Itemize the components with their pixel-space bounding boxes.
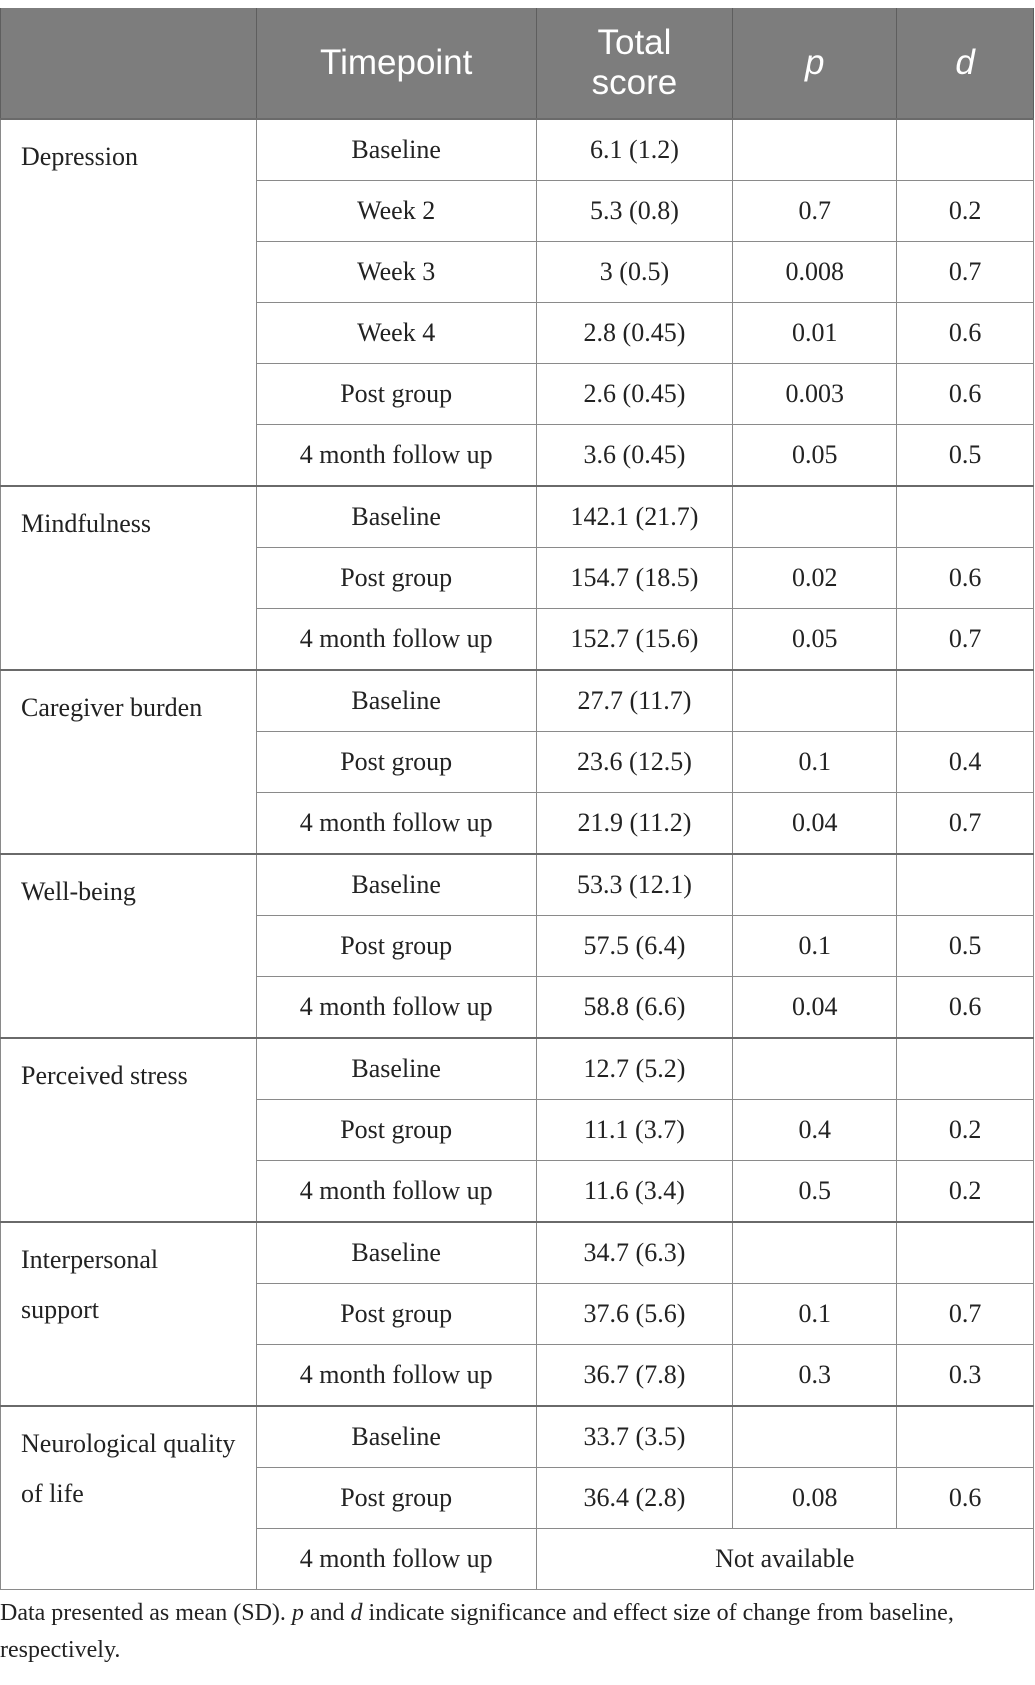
score-cell: 34.7 (6.3): [536, 1222, 733, 1284]
score-cell: 57.5 (6.4): [536, 916, 733, 977]
effect-size-cell: 0.2: [897, 181, 1034, 242]
timepoint-cell: 4 month follow up: [256, 977, 536, 1039]
score-cell: 2.6 (0.45): [536, 364, 733, 425]
timepoint-cell: 4 month follow up: [256, 1161, 536, 1223]
effect-size-cell: [897, 1038, 1034, 1100]
score-cell: 36.7 (7.8): [536, 1345, 733, 1407]
p-value-cell: 0.1: [733, 1284, 897, 1345]
p-value-cell: 0.7: [733, 181, 897, 242]
p-value-cell: 0.1: [733, 732, 897, 793]
p-value-cell: 0.1: [733, 916, 897, 977]
timepoint-cell: Post group: [256, 364, 536, 425]
effect-size-cell: 0.7: [897, 793, 1034, 855]
measure-cell: Mindfulness: [1, 486, 257, 670]
effect-size-cell: [897, 1406, 1034, 1468]
header-total-score-line1: Total: [597, 23, 672, 62]
measure-cell: Neurological quality of life: [1, 1406, 257, 1590]
footnote-d: d: [350, 1600, 363, 1626]
score-cell: 33.7 (3.5): [536, 1406, 733, 1468]
p-value-cell: [733, 670, 897, 732]
p-value-cell: 0.04: [733, 793, 897, 855]
effect-size-cell: 0.7: [897, 609, 1034, 671]
not-available-cell: Not available: [536, 1529, 1033, 1590]
timepoint-cell: Week 2: [256, 181, 536, 242]
score-cell: 142.1 (21.7): [536, 486, 733, 548]
p-value-cell: [733, 486, 897, 548]
table-row: [1, 1406, 1034, 1468]
p-value-cell: 0.4: [733, 1100, 897, 1161]
effect-size-cell: [897, 670, 1034, 732]
p-value-cell: 0.04: [733, 977, 897, 1039]
effect-size-cell: 0.7: [897, 242, 1034, 303]
score-cell: 6.1 (1.2): [536, 119, 733, 181]
timepoint-cell: Baseline: [256, 486, 536, 548]
score-cell: 36.4 (2.8): [536, 1468, 733, 1529]
effect-size-cell: [897, 1222, 1034, 1284]
score-cell: 2.8 (0.45): [536, 303, 733, 364]
header-timepoint: Timepoint: [256, 8, 536, 119]
table-row: [1, 119, 1034, 181]
p-value-cell: [733, 854, 897, 916]
score-cell: 21.9 (11.2): [536, 793, 733, 855]
p-value-cell: [733, 1038, 897, 1100]
effect-size-cell: 0.6: [897, 548, 1034, 609]
p-value-cell: 0.02: [733, 548, 897, 609]
footnote-p: p: [291, 1600, 304, 1626]
measure-cell: Perceived stress: [1, 1038, 257, 1222]
p-value-cell: 0.01: [733, 303, 897, 364]
effect-size-cell: 0.7: [897, 1284, 1034, 1345]
effect-size-cell: 0.2: [897, 1161, 1034, 1223]
timepoint-cell: Post group: [256, 1100, 536, 1161]
table-row: [1, 486, 1034, 548]
timepoint-cell: Baseline: [256, 1406, 536, 1468]
table-row: [1, 1038, 1034, 1100]
timepoint-cell: 4 month follow up: [256, 1345, 536, 1407]
effect-size-cell: 0.2: [897, 1100, 1034, 1161]
score-cell: 37.6 (5.6): [536, 1284, 733, 1345]
timepoint-cell: Post group: [256, 1284, 536, 1345]
measure-cell: Interpersonal support: [1, 1222, 257, 1406]
table-row: [1, 1222, 1034, 1284]
effect-size-cell: 0.6: [897, 977, 1034, 1039]
header-total-score: [536, 8, 733, 119]
footnote-part3: indicate significance and effect size of change from baseline, respectively.: [0, 1600, 954, 1663]
timepoint-cell: Baseline: [256, 1222, 536, 1284]
measure-cell: Well-being: [1, 854, 257, 1038]
effect-size-cell: 0.5: [897, 425, 1034, 487]
score-cell: 12.7 (5.2): [536, 1038, 733, 1100]
effect-size-cell: 0.6: [897, 1468, 1034, 1529]
p-value-cell: 0.008: [733, 242, 897, 303]
timepoint-cell: Post group: [256, 548, 536, 609]
score-cell: 27.7 (11.7): [536, 670, 733, 732]
header-row: [1, 8, 1034, 119]
timepoint-cell: Baseline: [256, 854, 536, 916]
score-cell: 5.3 (0.8): [536, 181, 733, 242]
timepoint-cell: 4 month follow up: [256, 1529, 536, 1590]
timepoint-cell: Post group: [256, 1468, 536, 1529]
header-total-score-line2: score: [591, 63, 678, 102]
timepoint-cell: 4 month follow up: [256, 793, 536, 855]
score-cell: 11.6 (3.4): [536, 1161, 733, 1223]
effect-size-cell: 0.5: [897, 916, 1034, 977]
score-cell: 154.7 (18.5): [536, 548, 733, 609]
p-value-cell: 0.05: [733, 609, 897, 671]
timepoint-cell: Week 4: [256, 303, 536, 364]
p-value-cell: 0.05: [733, 425, 897, 487]
p-value-cell: [733, 1406, 897, 1468]
timepoint-cell: Baseline: [256, 670, 536, 732]
p-value-cell: 0.08: [733, 1468, 897, 1529]
score-cell: 58.8 (6.6): [536, 977, 733, 1039]
p-value-cell: [733, 119, 897, 181]
effect-size-cell: [897, 854, 1034, 916]
table-body: [1, 119, 1034, 1590]
timepoint-cell: Week 3: [256, 242, 536, 303]
timepoint-cell: Baseline: [256, 1038, 536, 1100]
p-value-cell: [733, 1222, 897, 1284]
measure-cell: Caregiver burden: [1, 670, 257, 854]
header-p: p: [733, 8, 897, 119]
effect-size-cell: 0.6: [897, 303, 1034, 364]
score-cell: 53.3 (12.1): [536, 854, 733, 916]
p-value-cell: 0.5: [733, 1161, 897, 1223]
effect-size-cell: 0.4: [897, 732, 1034, 793]
header-d: d: [897, 8, 1034, 119]
score-cell: 152.7 (15.6): [536, 609, 733, 671]
score-cell: 11.1 (3.7): [536, 1100, 733, 1161]
table-footnote: [0, 1595, 1020, 1669]
header-measure: [1, 8, 257, 119]
measure-cell: Depression: [1, 119, 257, 486]
timepoint-cell: 4 month follow up: [256, 609, 536, 671]
footnote-part2: and: [303, 1600, 351, 1626]
effect-size-cell: 0.6: [897, 364, 1034, 425]
p-value-cell: 0.3: [733, 1345, 897, 1407]
timepoint-cell: Post group: [256, 916, 536, 977]
timepoint-cell: Baseline: [256, 119, 536, 181]
table-row: [1, 854, 1034, 916]
score-cell: 3.6 (0.45): [536, 425, 733, 487]
timepoint-cell: Post group: [256, 732, 536, 793]
effect-size-cell: [897, 119, 1034, 181]
effect-size-cell: [897, 486, 1034, 548]
timepoint-cell: 4 month follow up: [256, 425, 536, 487]
footnote-part1: Data presented as mean (SD).: [0, 1600, 292, 1626]
effect-size-cell: 0.3: [897, 1345, 1034, 1407]
score-cell: 23.6 (12.5): [536, 732, 733, 793]
p-value-cell: 0.003: [733, 364, 897, 425]
results-table: [0, 8, 1034, 1590]
table-row: [1, 670, 1034, 732]
score-cell: 3 (0.5): [536, 242, 733, 303]
